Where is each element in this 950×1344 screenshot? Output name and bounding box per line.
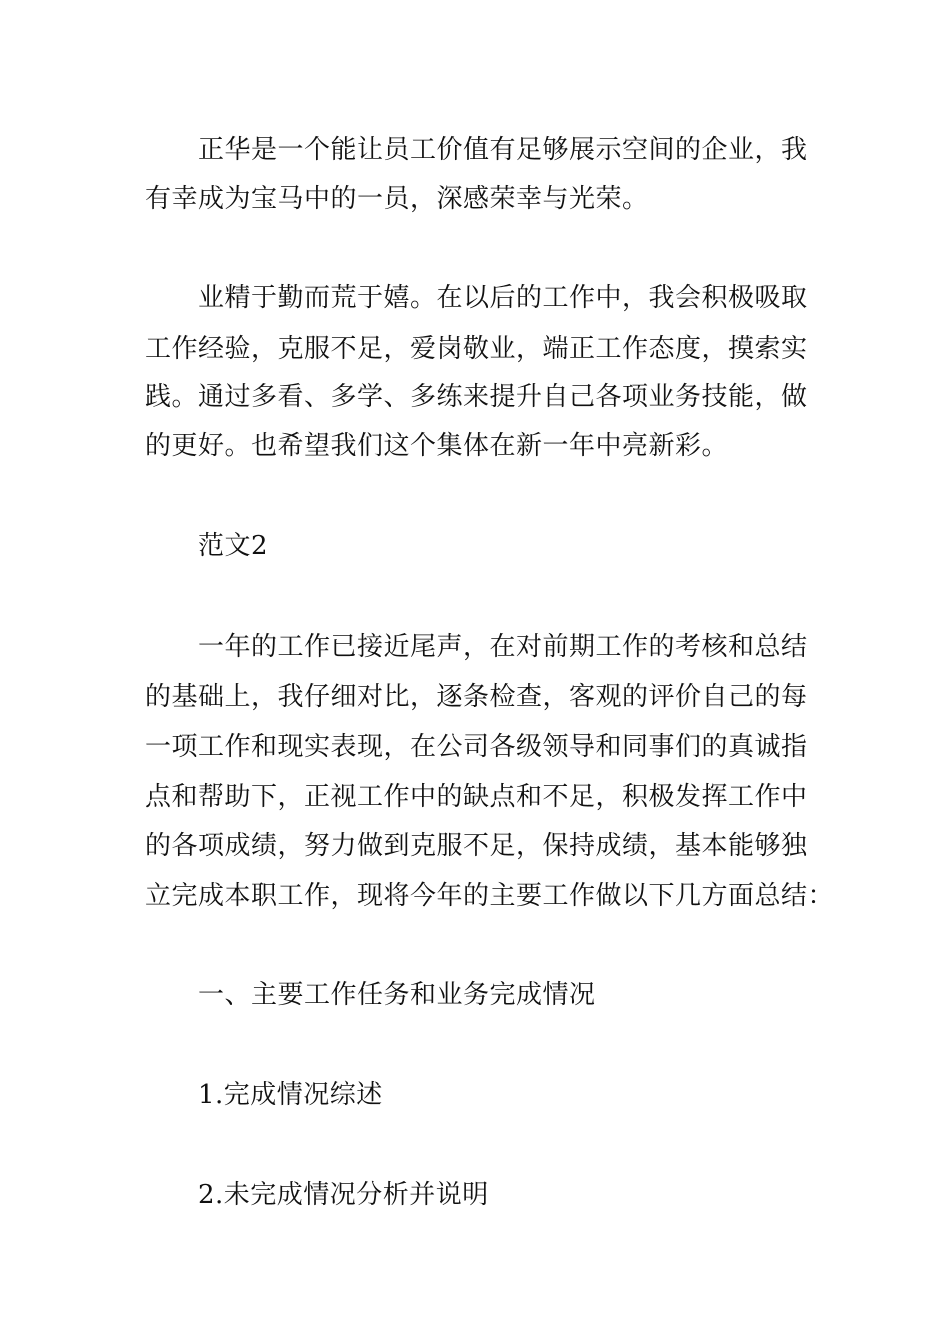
paragraph-3-line-1: 一年的工作已接近尾声，在对前期工作的考核和总结 [198, 632, 808, 662]
paragraph-2-line-4: 的更好。也希望我们这个集体在新一年中亮新彩。 [145, 431, 729, 461]
paragraph-1-line-2: 有幸成为宝马中的一员，深感荣幸与光荣。 [145, 184, 649, 214]
paragraph-3-line-5: 的各项成绩，努力做到克服不足，保持成绩，基本能够独 [145, 831, 808, 861]
paragraph-1-line-1: 正华是一个能让员工价值有足够展示空间的企业，我 [198, 135, 808, 165]
paragraph-3-line-2: 的基础上，我仔细对比，逐条检查，客观的评价自己的每 [145, 682, 808, 712]
section-heading-fanwen-2: 范文2 [198, 531, 269, 561]
paragraph-2-line-1: 业精于勤而荒于嬉。在以后的工作中，我会积极吸取 [198, 283, 808, 313]
list-item-2: 2.未完成情况分析并说明 [198, 1180, 489, 1210]
paragraph-3-line-3: 一项工作和现实表现，在公司各级领导和同事们的真诚指 [145, 732, 808, 762]
paragraph-3-line-6: 立完成本职工作，现将今年的主要工作做以下几方面总结： [145, 881, 835, 911]
paragraph-2-line-3: 践。通过多看、多学、多练来提升自己各项业务技能，做 [145, 382, 808, 412]
paragraph-3-line-4: 点和帮助下，正视工作中的缺点和不足，积极发挥工作中 [145, 782, 808, 812]
subsection-heading-main-tasks: 一、主要工作任务和业务完成情况 [198, 980, 596, 1010]
list-item-1: 1.完成情况综述 [198, 1080, 383, 1110]
paragraph-2-line-2: 工作经验，克服不足，爱岗敬业，端正工作态度，摸索实 [145, 334, 808, 364]
